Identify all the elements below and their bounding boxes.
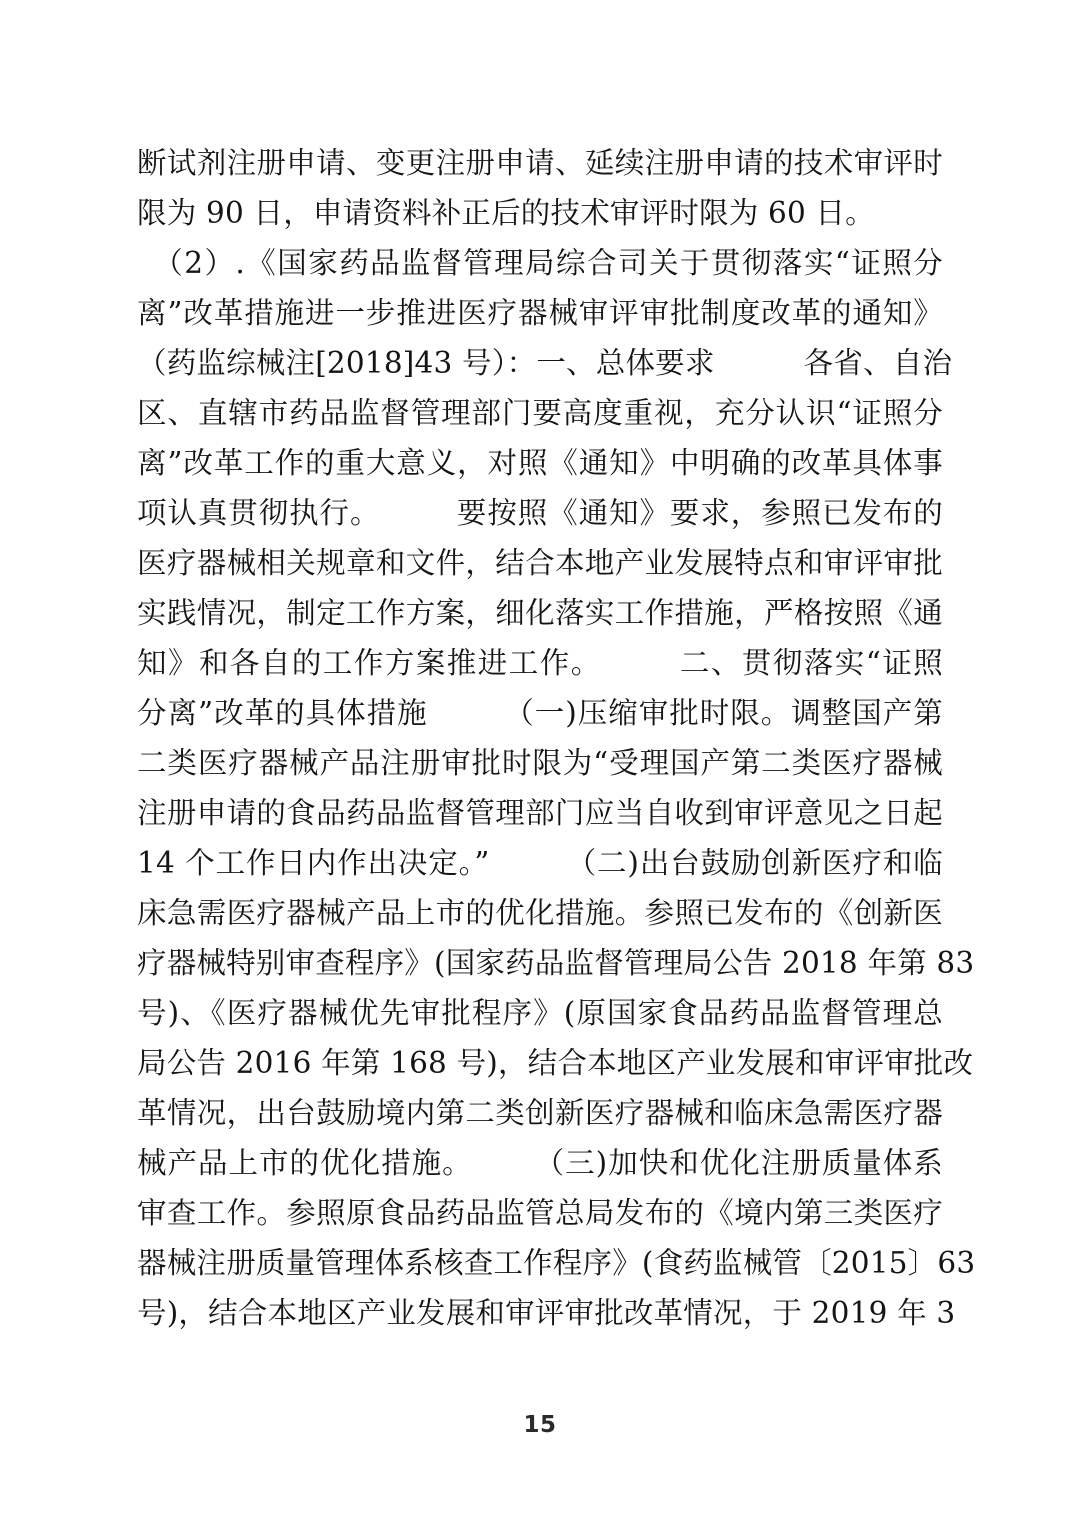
page-number: 15 [523,1412,557,1438]
document-line: 号)，结合本地区产业发展和审评审批改革情况，于 2019 年 3 [137,1296,956,1330]
document-line: 械产品上市的优化措施。 （三)加快和优化注册质量体系 [137,1146,943,1180]
document-line: 注册申请的食品药品监督管理部门应当自收到审评意见之日起 [137,796,943,830]
document-line: 局公告 2016 年第 168 号)，结合本地区产业发展和审评审批改 [137,1046,974,1080]
document-text-body [137,138,976,1338]
document-line: 14 个工作日内作出决定。” （二)出台鼓励创新医疗和临 [137,846,943,880]
document-line: 离”改革工作的重大意义，对照《通知》中明确的改革具体事 [137,446,943,480]
document-line: 号)、《医疗器械优先审批程序》(原国家食品药品监督管理总 [137,996,943,1030]
document-line: 器械注册质量管理体系核查工作程序》(食药监械管〔2015〕63 [137,1246,976,1280]
document-line: 限为 90 日，申请资料补正后的技术审评时限为 60 日。 [137,196,875,230]
document-line: 审查工作。参照原食品药品监管总局发布的《境内第三类医疗 [137,1196,943,1230]
document-line: 知》和各自的工作方案推进工作。 二、贯彻落实“证照 [137,646,943,680]
document-line: （药监综械注[2018]43 号）：一、总体要求 各省、自治 [137,346,953,380]
document-line: （2）.《国家药品监督管理局综合司关于贯彻落实“证照分 [137,246,943,280]
document-line: 二类医疗器械产品注册审批时限为“受理国产第二类医疗器械 [137,746,943,780]
document-line: 区、直辖市药品监督管理部门要高度重视，充分认识“证照分 [137,396,943,430]
document-line: 分离”改革的具体措施 （一)压缩审批时限。调整国产第 [137,696,943,730]
document-line: 项认真贯彻执行。 要按照《通知》要求，参照已发布的 [137,496,943,530]
document-line: 离”改革措施进一步推进医疗器械审评审批制度改革的通知》 [137,296,943,330]
document-line: 革情况，出台鼓励境内第二类创新医疗器械和临床急需医疗器 [137,1096,943,1130]
document-line: 实践情况，制定工作方案，细化落实工作措施，严格按照《通 [137,596,943,630]
document-line: 断试剂注册申请、变更注册申请、延续注册申请的技术审评时 [137,146,943,180]
document-line: 疗器械特别审查程序》(国家药品监督管理局公告 2018 年第 83 [137,946,975,980]
document-line: 医疗器械相关规章和文件，结合本地产业发展特点和审评审批 [137,546,943,580]
document-line: 床急需医疗器械产品上市的优化措施。参照已发布的《创新医 [137,896,943,930]
